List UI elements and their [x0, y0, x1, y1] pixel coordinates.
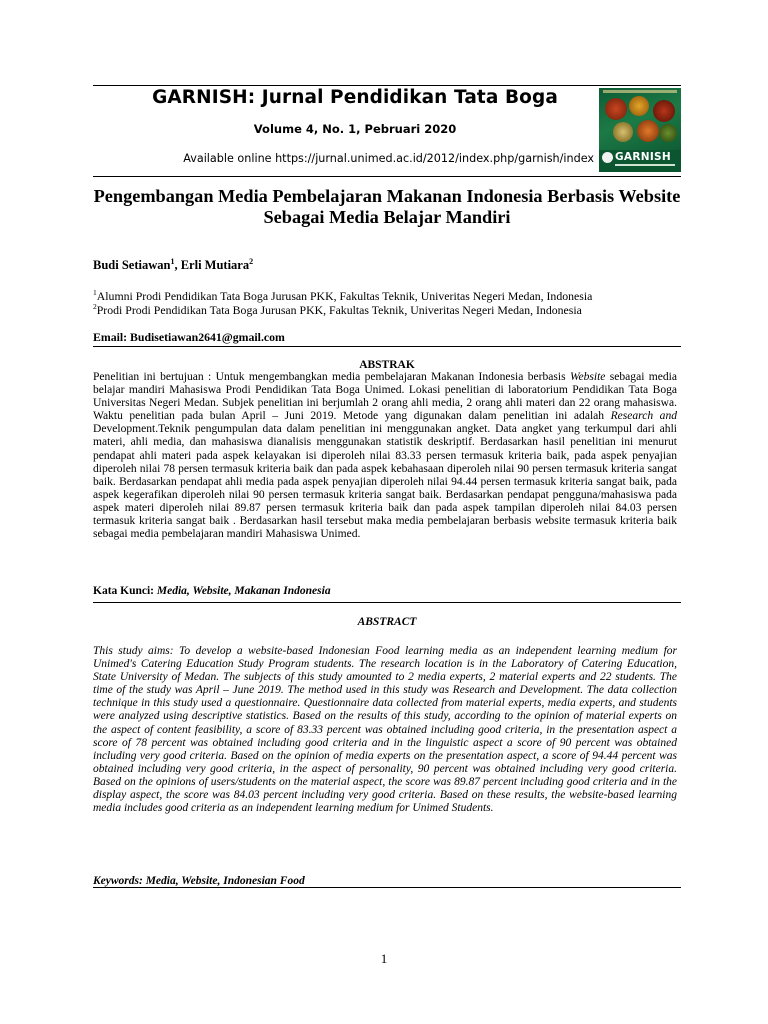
page-number: 1 — [380, 951, 388, 966]
author-list — [93, 257, 253, 273]
journal-title: GARNISH: Jurnal Pendidikan Tata Boga — [152, 87, 558, 108]
affil-marker: 2 — [93, 302, 97, 311]
paper-title: Pengembangan Media Pembelajaran Makanan Indonesia Berbasis Website Sebagai Media Belajar Mandiri — [93, 186, 681, 227]
header-top-rule — [93, 85, 681, 86]
affil-text: Alumni Prodi Pendidikan Tata Boga Jurusan PKK, Fakultas Teknik, Univeritas Negeri Medan, Indonesia — [96, 288, 593, 303]
abstrak-italic: Research and — [610, 410, 677, 423]
abstrak-heading: ABSTRAK — [359, 359, 415, 371]
abstrak-text: Development.Teknik pengumpulan data dalam penelitian ini menggunakan angket. Data angket yang terkumpul dari ahli materi, ahli media, dan mahasiswa dianalisis menggunakan statistik deskriptif. Berdasarkan hasil penelitian ini menurut pendapat ahli materi pada aspek kelayakan isi diperoleh nilai 83.33 persen termasuk kriteria baik, pada aspek penyajian diperoleh nilai 78 persen termasuk kriteria baik dan pada aspek kebahasaan diperoleh nilai 90 persen termasuk kriteria sangat baik. Berdasarkan pendapat ahli media pada aspek penyajian diperoleh nilai 94.44 persen termasuk kriteria sangat baik, pada aspek kegerafikan diperoleh nilai 90 persen termasuk kriteria sangat baik. Berdasarkan pendapat pengguna/mahasiswa pada aspek materi diperoleh nilai 89.87 persen termasuk kriteria baik dan pada aspek tampilan diperoleh nilai 84.03 persen termasuk kriteria sangat baik . Berdasarkan hasil tersebut maka media pembelajaran berbasis website termasuk kriteria baik sebagai media pembelajaran mandiri Mahasiswa Unimed. — [93, 423, 677, 541]
abstract-heading: ABSTRACT — [357, 616, 417, 628]
author-name: Erli Mutiara — [180, 258, 250, 273]
volume-issue: Volume 4, No. 1, Pebruari 2020 — [253, 122, 457, 136]
affiliation-2 — [93, 302, 582, 318]
author-separator: , — [174, 258, 181, 273]
cover-logo-icon — [602, 152, 613, 163]
cover-spice-bowl — [605, 98, 627, 120]
cover-spice-bowl — [637, 120, 659, 142]
corresponding-email: Email: Budisetiawan2641@gmail.com — [93, 330, 285, 344]
journal-cover-image — [599, 88, 681, 172]
cover-top-strip — [603, 90, 677, 93]
author-affil-marker: 2 — [249, 257, 254, 266]
available-online-link[interactable]: Available online https://jurnal.unimed.ac.id/2012/index.php/garnish/index — [183, 152, 594, 165]
cover-subtitle-line — [615, 164, 675, 166]
author-name: Budi Setiawan — [93, 258, 171, 273]
abstrak-rule — [93, 602, 681, 603]
email-rule — [93, 346, 681, 347]
abstract-rule — [93, 887, 681, 888]
cover-spice-bowl — [653, 100, 675, 122]
kata-kunci-label: Kata Kunci: — [93, 585, 157, 597]
cover-spice-bowl — [629, 96, 649, 116]
kata-kunci — [93, 585, 331, 597]
cover-spice-bowl — [659, 124, 677, 142]
cover-spice-bowl — [613, 122, 633, 142]
abstrak-text: Penelitian ini bertujuan : Untuk mengembangkan media pembelajaran Makanan Indonesia berbasis — [93, 371, 570, 383]
keywords: Keywords: Media, Website, Indonesian Food — [93, 875, 305, 887]
abstract-body: This study aims: To develop a website-based Indonesian Food learning media as an independent learning medium for Unimed's Catering Education Study Program students. The research location is in the Laboratory of Catering Education, State University of Medan. The subjects of this study amounted to 2 media experts, 2 material experts and 22 students. The time of the study was April – June 2019. The method used in this study was Research and Development. The data collection technique in this study used a questionnaire. Questionnaire data collected from material experts, media experts, and students were analyzed using descriptive statistics. Based on the results of this study, according to the opinion of material experts on the aspect of content feasibility, a score of 83.33 percent was obtained including good criteria, in the presentation aspect a score of 78 percent was obtained including good criteria and in the linguistic aspect a score of 90 percent was obtained including very good criteria. Based on the opinion of media experts on the presentation aspect, a score of 94.44 percent was obtained including very good criteria, in the aspect of personality, 90 percent was obtained including very good criteria. Based on the opinions of users/students on the material aspect, the score was 89.87 percent including good criteria and in the display aspect, the score was 84.03 percent including very good criteria. Based on these results, the website-based learning media includes good criteria as an independent learning medium for Unimed Students. — [93, 645, 677, 815]
affil-text: Prodi Prodi Pendidikan Tata Boga Jurusan PKK, Fakultas Teknik, Univeritas Negeri Medan, Indonesia — [96, 302, 582, 317]
kata-kunci-value: Media, Website, Makanan Indonesia — [156, 585, 331, 597]
header-bottom-rule — [93, 176, 681, 177]
author-affil-marker: 1 — [170, 257, 175, 266]
affil-marker: 1 — [93, 288, 97, 297]
abstrak-text: sebagai media belajar mandiri Mahasiswa Prodi Pendidikan Tata Boga Unimed. Lokasi penelitian di laboratorium Pendidikan Tata Boga Universitas Negeri Medan. Subjek penelitian ini berjumlah 2 orang ahli media, 2 orang ahli materi dan 22 orang mahasiswa. Waktu penelitian pada bulan April – Juni 2019. Metode yang digunakan dalam penelitian ini adalah — [93, 371, 677, 423]
cover-journal-name: GARNISH — [615, 151, 671, 163]
abstrak-italic: Website — [569, 371, 606, 383]
abstrak-body — [93, 371, 677, 541]
